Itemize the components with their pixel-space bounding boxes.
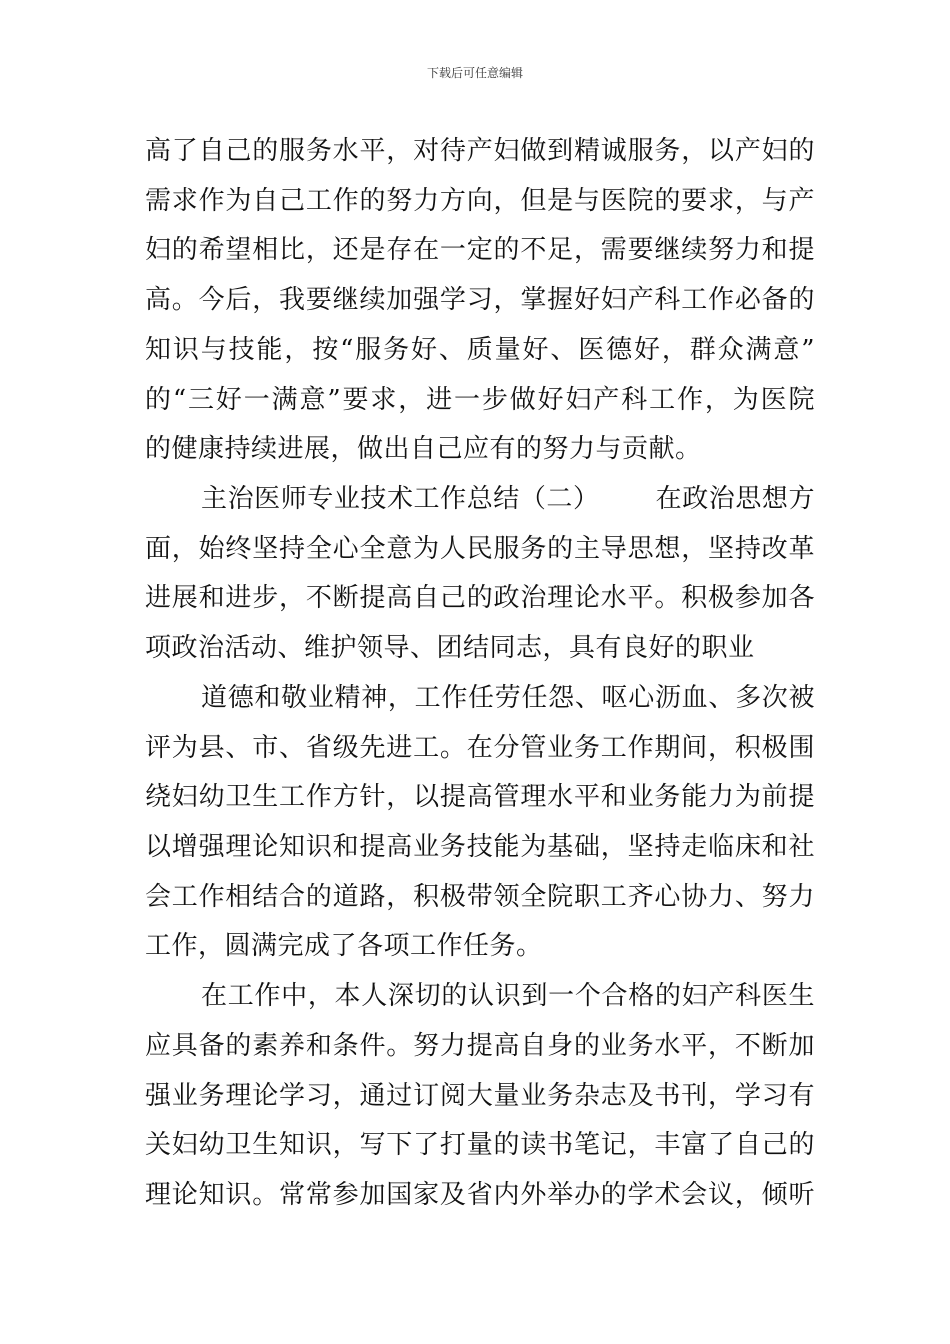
paragraph-line: 理论知识。常常参加国家及省内外举办的学术会议，倾听: [145, 1180, 815, 1210]
paragraph-line: 项政治活动、维护领导、团结同志，具有良好的职业: [145, 633, 755, 663]
paragraph-line: 会工作相结合的道路，积极带领全院职工齐心协力、努力: [145, 882, 815, 912]
paragraph-line: 关妇幼卫生知识，写下了打量的读书笔记，丰富了自己的: [145, 1130, 815, 1160]
paragraph-line-start: 在政治思想方: [655, 484, 815, 514]
section-heading-line: [201, 482, 815, 516]
paragraph-line: 需求作为自己工作的努力方向，但是与医院的要求，与产: [145, 186, 815, 216]
paragraph-line: 道德和敬业精神，工作任劳任怨、呕心沥血、多次被: [201, 683, 815, 713]
paragraph-line: 在工作中，本人深切的认识到一个合格的妇产科医生: [201, 981, 815, 1011]
paragraph-line: 绕妇幼卫生工作方针，以提高管理水平和业务能力为前提: [145, 782, 815, 812]
section-title: 主治医师专业技术工作总结（二）: [201, 484, 600, 514]
page-header: 下载后可任意编辑: [426, 66, 523, 80]
paragraph-line: 评为县、市、省级先进工。在分管业务工作期间，积极围: [145, 733, 815, 763]
paragraph-line: 进展和进步，不断提高自己的政治理论水平。积极参加各: [145, 583, 815, 613]
paragraph-line: 工作，圆满完成了各项工作任务。: [145, 931, 543, 961]
paragraph-line: 应具备的素养和条件。努力提高自身的业务水平，不断加: [145, 1031, 815, 1061]
paragraph-line: 以增强理论知识和提高业务技能为基础，坚持走临床和社: [145, 832, 815, 862]
paragraph-line: 面，始终坚持全心全意为人民服务的主导思想，坚持改革: [145, 534, 815, 564]
paragraph-line: 妇的希望相比，还是存在一定的不足，需要继续努力和提: [145, 235, 815, 265]
paragraph-line: 强业务理论学习，通过订阅大量业务杂志及书刊，学习有: [145, 1081, 815, 1111]
paragraph-line: 高了自己的服务水平，对待产妇做到精诚服务，以产妇的: [145, 136, 815, 166]
paragraph-line: 的健康持续进展，做出自己应有的努力与贡献。: [145, 434, 702, 464]
paragraph-line: 的“三好一满意”要求，进一步做好妇产科工作，为医院: [145, 385, 815, 415]
paragraph-line: 知识与技能，按“服务好、质量好、医德好，群众满意”: [145, 335, 815, 365]
paragraph-line: 高。今后，我要继续加强学习，掌握好妇产科工作必备的: [145, 285, 815, 315]
